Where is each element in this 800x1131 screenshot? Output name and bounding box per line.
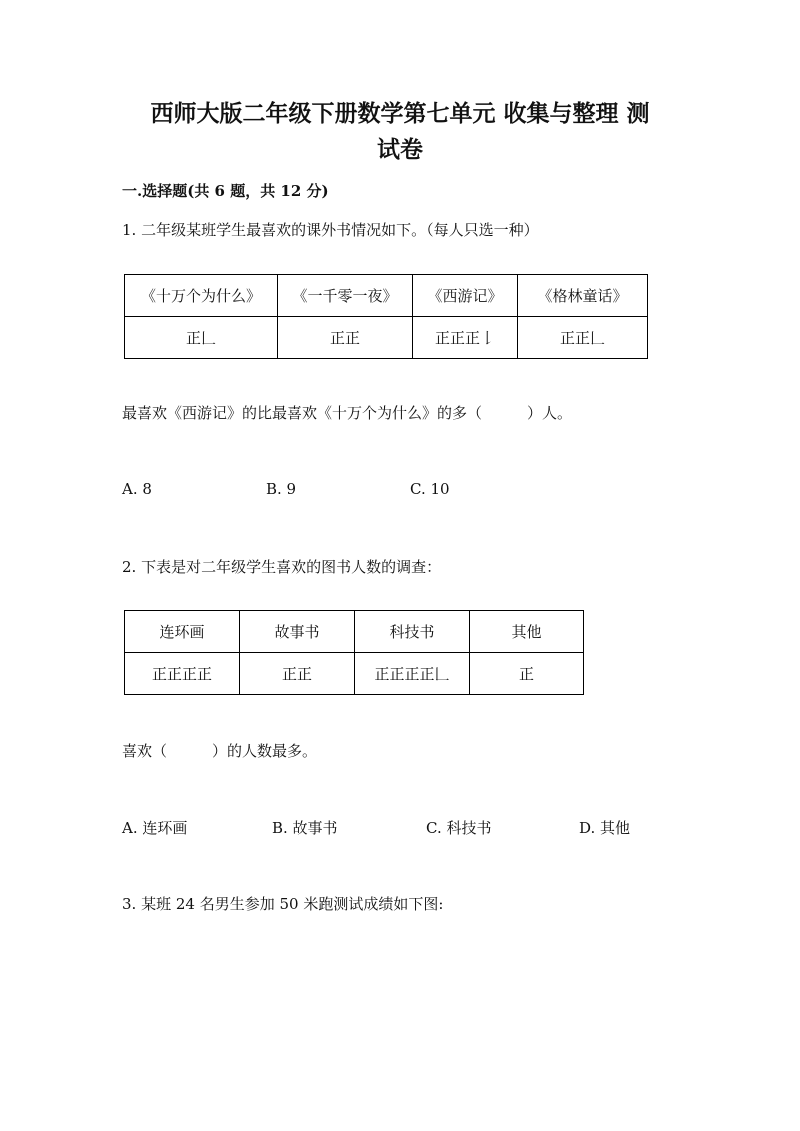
question-2-text: 2. 下表是对二年级学生喜欢的图书人数的调查： — [122, 558, 442, 576]
question-2-option-b[interactable]: B. 故事书 — [272, 819, 338, 837]
question-2-option-d[interactable]: D. 其他 — [579, 819, 631, 837]
title-line-2: 试卷 — [377, 136, 423, 163]
tally-cell: 正正 — [278, 317, 413, 359]
table-header-cell: 科技书 — [355, 611, 470, 653]
question-2-option-c[interactable]: C. 科技书 — [426, 819, 492, 837]
question-1-option-a[interactable]: A. 8 — [122, 480, 152, 498]
question-2-stem: 喜欢（ ）的人数最多。 — [122, 742, 318, 760]
table-header-cell: 其他 — [470, 611, 584, 653]
question-1-stem: 最喜欢《西游记》的比最喜欢《十万个为什么》的多（ ）人。 — [122, 404, 573, 422]
question-1-option-b[interactable]: B. 9 — [266, 480, 297, 498]
tally-cell: 正正正正𠃊 — [355, 653, 470, 695]
tally-cell: 正正正𠄌 — [413, 317, 518, 359]
tally-cell: 正 — [470, 653, 584, 695]
section-heading: 一.选择题(共 6 题，共 12 分) — [122, 182, 329, 200]
title-line-1: 西师大版二年级下册数学第七单元 收集与整理 测 — [150, 100, 650, 127]
tally-cell: 正正𠃊 — [518, 317, 648, 359]
table-header-cell: 《一千零一夜》 — [278, 275, 413, 317]
tally-cell: 正𠃊 — [125, 317, 278, 359]
tally-cell: 正正 — [240, 653, 355, 695]
tally-cell: 正正正正 — [125, 653, 240, 695]
table-header-cell: 连环画 — [125, 611, 240, 653]
table-header-cell: 《十万个为什么》 — [125, 275, 278, 317]
question-1-table — [124, 274, 648, 359]
question-1-text: 1. 二年级某班学生最喜欢的课外书情况如下。（每人只选一种） — [122, 221, 539, 239]
question-3-text: 3. 某班 24 名男生参加 50 米跑测试成绩如下图: — [122, 895, 444, 913]
table-header-cell: 《西游记》 — [413, 275, 518, 317]
question-2-option-a[interactable]: A. 连环画 — [122, 819, 188, 837]
table-header-cell: 《格林童话》 — [518, 275, 648, 317]
table-header-cell: 故事书 — [240, 611, 355, 653]
question-1-option-c[interactable]: C. 10 — [410, 480, 450, 498]
question-2-table — [124, 610, 584, 695]
page-title — [0, 96, 800, 168]
